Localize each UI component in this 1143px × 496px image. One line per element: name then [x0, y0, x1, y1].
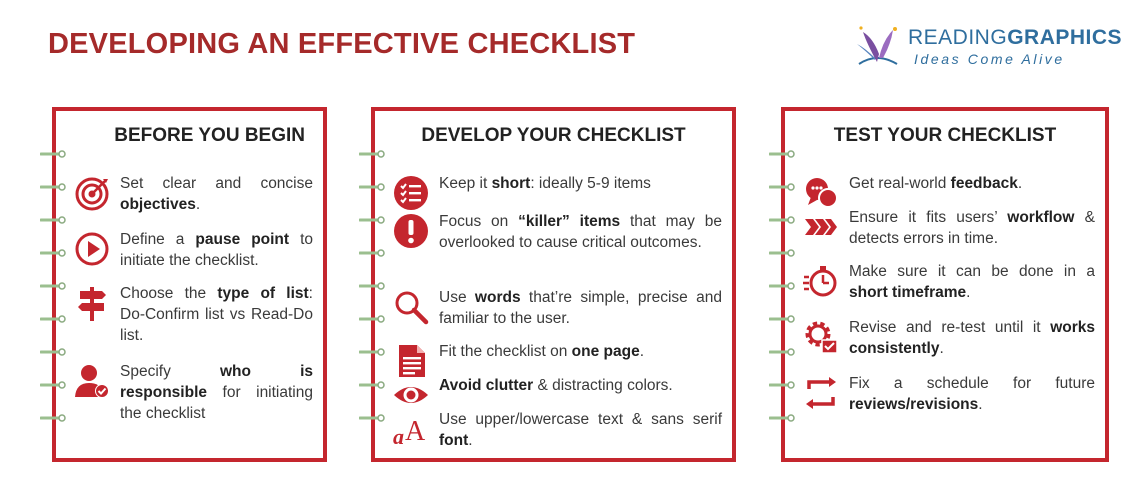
item-text [120, 173, 313, 215]
item-text-bold: Avoid clutter [439, 377, 534, 394]
spiral-ring-icon [769, 314, 795, 324]
spiral-ring-icon [769, 149, 795, 159]
brand-tagline: Ideas Come Alive [914, 51, 1065, 67]
spiral-ring-icon [359, 248, 385, 258]
gear-check-icon [803, 319, 839, 355]
spiral-ring-icon [769, 347, 795, 357]
item-text-bold: short timeframe [849, 284, 967, 301]
item-text-segment: to initiate the checklist. [120, 231, 313, 269]
svg-text:a: a [393, 424, 404, 447]
brand-name-bold: GRAPHICS [1007, 26, 1123, 49]
page-title: DEVELOPING AN EFFECTIVE CHECKLIST [48, 28, 636, 60]
item-text-segment: Revise and re-test until it [849, 319, 1051, 336]
readinggraphics-logo [853, 24, 1123, 74]
checklist-icon [393, 175, 429, 211]
signpost-icon [74, 285, 110, 321]
card-title: TEST YOUR CHECKLIST [833, 125, 1057, 146]
item-text-bold: font [439, 432, 469, 449]
eye-icon [393, 377, 429, 413]
item-text-bold: who is responsible [120, 363, 313, 401]
spiral-binding [40, 111, 70, 458]
spiral-ring-icon [769, 215, 795, 225]
brand-name-light: READING [908, 26, 1008, 49]
item-text-segment: Focus on [439, 213, 519, 230]
svg-text:A: A [405, 416, 426, 447]
spiral-ring-icon [40, 314, 66, 324]
item-text-bold: words [474, 289, 521, 306]
spiral-ring-icon [40, 149, 66, 159]
item-text-segment: . [639, 343, 645, 360]
spiral-ring-icon [359, 347, 385, 357]
item-text-segment: Ensure it fits users’ [849, 209, 1008, 226]
document-icon [393, 343, 429, 379]
spiral-ring-icon [359, 314, 385, 324]
spiral-ring-icon [359, 182, 385, 192]
item-text [439, 211, 722, 253]
book-bird-logo-icon [853, 24, 903, 68]
user-check-icon [74, 363, 110, 399]
workflow-arrows-icon [803, 209, 839, 245]
spiral-ring-icon [359, 215, 385, 225]
card-title: BEFORE YOU BEGIN [114, 125, 305, 146]
item-text-bold: one page [571, 343, 640, 360]
spiral-ring-icon [769, 281, 795, 291]
refresh-icon [803, 375, 839, 411]
item-text-segment: . [468, 432, 473, 449]
item-text [439, 287, 722, 329]
item-text-bold: objectives [120, 196, 196, 213]
card-before-you-begin [52, 107, 327, 462]
item-text-segment: Fix a schedule for future [849, 375, 1095, 392]
item-text-bold: pause point [195, 231, 290, 248]
item-text-segment: & detects errors in time. [849, 209, 1095, 247]
item-text-segment: for initiating the checklist [120, 384, 313, 422]
item-text-bold: short [491, 175, 531, 192]
item-text [120, 361, 313, 424]
item-text-segment: Use [439, 289, 475, 306]
item-text-bold: works consistently [849, 319, 1095, 357]
stopwatch-icon [803, 263, 839, 299]
spiral-binding [359, 111, 389, 458]
item-text [120, 283, 313, 346]
item-text-bold: feedback [950, 175, 1018, 192]
item-text [849, 373, 1095, 415]
spiral-ring-icon [40, 182, 66, 192]
item-text [849, 207, 1095, 249]
spiral-ring-icon [359, 281, 385, 291]
item-text-segment: that may be overlooked to cause critical outcomes. [439, 213, 722, 251]
item-text-segment: Use upper/lowercase text & sans serif [439, 411, 722, 428]
spiral-ring-icon [40, 215, 66, 225]
item-text-segment: : Do-Confirm list vs Read-Do list. [120, 285, 313, 344]
item-text-segment: Define a [120, 231, 196, 248]
item-text-segment: Fit the checklist on [439, 343, 572, 360]
font-case-icon [393, 411, 429, 447]
spiral-binding [769, 111, 799, 458]
spiral-ring-icon [769, 182, 795, 192]
magnifier-icon [393, 289, 429, 325]
spiral-ring-icon [40, 248, 66, 258]
item-text-segment: Set clear and concise [120, 175, 313, 192]
spiral-ring-icon [359, 413, 385, 423]
item-text-segment: . [966, 284, 971, 301]
item-text-segment: Make sure it can be done in a [849, 263, 1095, 280]
spiral-ring-icon [40, 413, 66, 423]
item-text [849, 317, 1095, 359]
item-text-bold: type of list [217, 285, 309, 302]
spiral-ring-icon [359, 380, 385, 390]
card-test-your-checklist [781, 107, 1109, 462]
item-text-segment: : ideally 5-9 items [530, 175, 651, 192]
item-text-segment: Choose the [120, 285, 218, 302]
item-text [120, 229, 313, 271]
spiral-ring-icon [769, 248, 795, 258]
item-text [849, 261, 1095, 303]
item-text-segment: . [978, 396, 983, 413]
item-text-segment: . [195, 196, 201, 213]
item-text-segment: & distracting colors. [533, 377, 673, 394]
item-text-bold: workflow [1007, 209, 1075, 226]
item-text [849, 173, 1095, 194]
item-text-bold: reviews/revisions [849, 396, 979, 413]
card-title: DEVELOP YOUR CHECKLIST [421, 125, 686, 146]
item-text-segment: Keep it [439, 175, 492, 192]
spiral-ring-icon [359, 149, 385, 159]
item-text-bold: “killer” items [518, 213, 621, 230]
item-text-segment: . [1017, 175, 1023, 192]
item-text [439, 173, 722, 194]
item-text-segment: that’re simple, precise and familiar to the user. [439, 289, 722, 327]
spiral-ring-icon [40, 281, 66, 291]
item-text [439, 409, 722, 451]
spiral-ring-icon [40, 380, 66, 390]
feedback-icon [803, 175, 839, 211]
brand-name [908, 26, 1122, 50]
spiral-ring-icon [40, 347, 66, 357]
spiral-ring-icon [769, 413, 795, 423]
item-text-segment: Specify [120, 363, 220, 380]
exclamation-icon [393, 213, 429, 249]
play-icon [74, 231, 110, 267]
item-text [439, 375, 722, 396]
item-text [439, 341, 722, 362]
target-icon [74, 175, 110, 211]
card-develop-your-checklist [371, 107, 736, 462]
spiral-ring-icon [769, 380, 795, 390]
item-text-segment: Get real-world [849, 175, 951, 192]
item-text-segment: . [939, 340, 944, 357]
